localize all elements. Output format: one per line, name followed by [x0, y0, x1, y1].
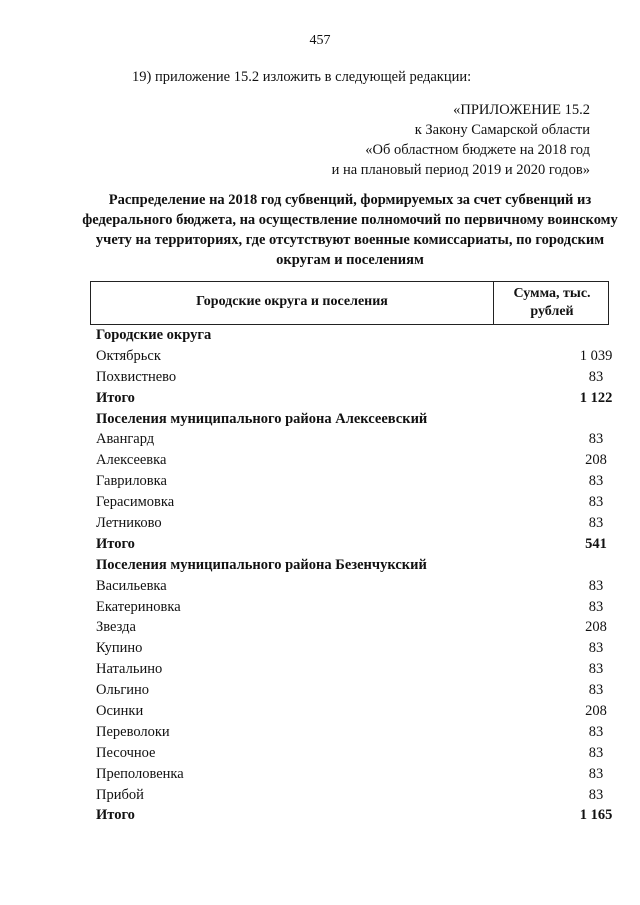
table-row	[96, 617, 610, 638]
row-value: 83	[588, 598, 604, 615]
row-name: Летниково	[96, 515, 162, 532]
header-sum-line-2: рублей	[530, 304, 574, 319]
table-row	[96, 638, 610, 659]
row-value: 83	[588, 494, 604, 511]
row-name: Алексеевка	[96, 452, 167, 469]
table-row	[96, 576, 610, 597]
table-header	[90, 281, 609, 325]
row-name: Поселения муниципального района Безенчукский	[96, 556, 427, 573]
row-value: 208	[585, 452, 607, 469]
row-name: Осинки	[96, 703, 144, 720]
table-row	[96, 701, 610, 722]
row-value: 83	[588, 765, 604, 782]
row-value: 83	[588, 661, 604, 678]
header-sum-column	[494, 285, 610, 321]
row-name: Ольгино	[96, 682, 150, 699]
row-value: 83	[588, 723, 604, 740]
row-value: 208	[585, 619, 607, 636]
table-body	[96, 325, 613, 826]
row-value: 83	[588, 577, 604, 594]
row-name: Авангард	[96, 431, 155, 448]
row-name: Прибой	[96, 786, 144, 803]
row-name: Октябрьск	[96, 347, 161, 364]
row-name: Итого	[96, 535, 135, 552]
row-name: Звезда	[96, 619, 136, 636]
table-row	[96, 471, 610, 492]
row-name: Васильевка	[96, 577, 167, 594]
row-name: Натальино	[96, 661, 163, 678]
table-row	[96, 743, 610, 764]
row-value: 83	[588, 431, 604, 448]
header-name-column: Городские округа и поселения	[196, 294, 388, 309]
table-row	[96, 325, 610, 346]
intro-text: 19) приложение 15.2 изложить в следующей редакции:	[132, 69, 472, 85]
row-value: 83	[588, 473, 604, 490]
row-name: Гавриловка	[96, 473, 167, 490]
row-value: 83	[588, 786, 604, 803]
page-number: 457	[309, 33, 331, 48]
row-name: Екатериновка	[96, 598, 181, 615]
appendix-reference	[300, 100, 590, 180]
appendix-line-4: и на плановый период 2019 и 2020 годов»	[331, 162, 590, 178]
table-row	[96, 450, 610, 471]
table-row	[96, 555, 610, 576]
row-name: Герасимовка	[96, 494, 175, 511]
table-row	[96, 513, 610, 534]
row-name: Песочное	[96, 744, 156, 761]
header-sum-line-1: Сумма, тыс.	[513, 286, 591, 301]
row-value: 1 165	[579, 807, 613, 824]
row-name: Переволоки	[96, 723, 170, 740]
table-row	[96, 367, 610, 388]
appendix-line-2: к Закону Самарской области	[414, 122, 590, 138]
row-value: 83	[588, 744, 604, 761]
row-name: Городские округа	[96, 327, 212, 343]
row-value: 1 039	[579, 347, 613, 364]
table-row	[96, 680, 610, 701]
table-row	[96, 492, 610, 513]
table-row	[96, 764, 610, 785]
row-value: 83	[588, 640, 604, 657]
row-value: 208	[585, 703, 607, 720]
row-value: 83	[588, 682, 604, 699]
row-value: 541	[585, 535, 607, 552]
appendix-line-3: «Об областном бюджете на 2018 год	[365, 142, 590, 158]
document-heading: Распределение на 2018 год субвенций, формируемых за счет субвенций из федерального бюджета, на осуществление полномочий по первичному воинскому учету на территориях, где отсутствуют военные комиссариаты, по городским округам и поселениям	[82, 192, 618, 268]
row-value: 1 122	[579, 389, 613, 406]
table-row	[96, 388, 613, 409]
table-row	[96, 409, 610, 430]
row-name: Купино	[96, 640, 143, 657]
row-value: 83	[588, 515, 604, 532]
row-name: Похвистнево	[96, 368, 177, 385]
row-value: 83	[588, 368, 604, 385]
table-row	[96, 722, 610, 743]
table-row	[96, 597, 610, 618]
table-row	[96, 659, 610, 680]
table-row	[96, 534, 610, 555]
table-row	[96, 429, 610, 450]
appendix-line-1: «ПРИЛОЖЕНИЕ 15.2	[453, 102, 590, 118]
table-row	[96, 346, 613, 367]
table-row	[96, 805, 613, 826]
row-name: Итого	[96, 389, 135, 406]
row-name: Преполовенка	[96, 765, 184, 782]
row-name: Итого	[96, 807, 135, 824]
table-row	[96, 785, 610, 806]
row-name: Поселения муниципального района Алексеевский	[96, 410, 428, 427]
